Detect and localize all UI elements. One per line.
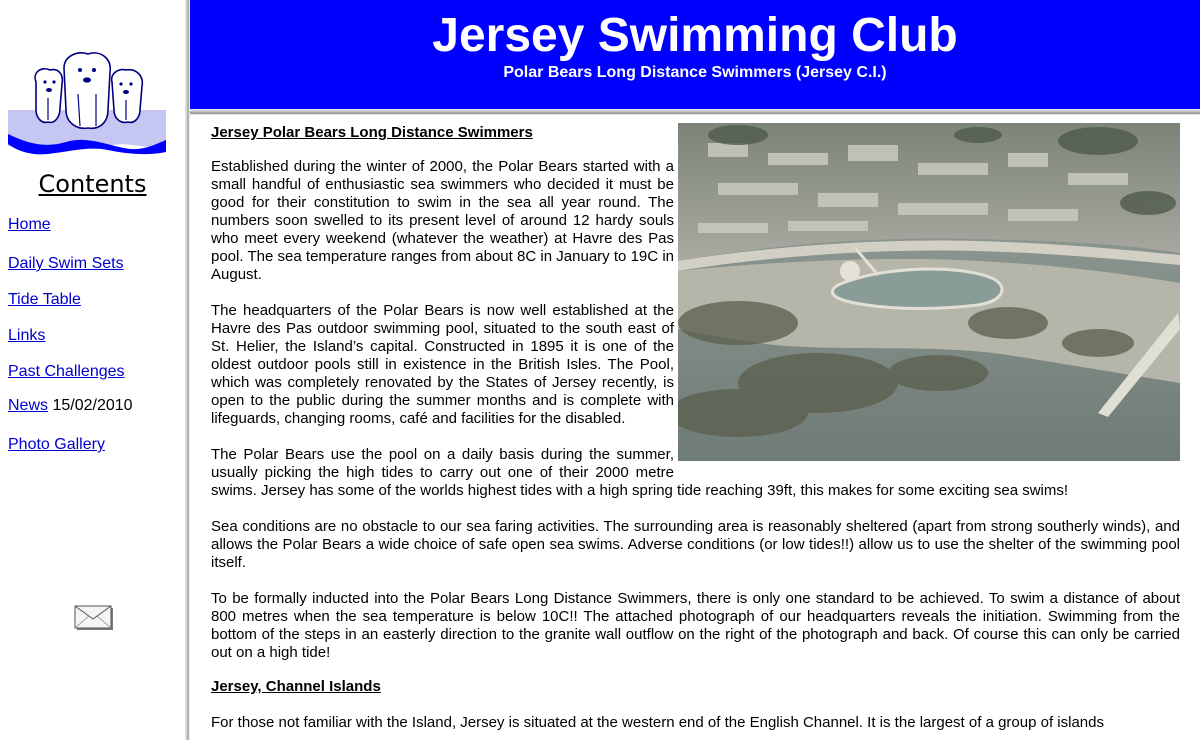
polar-bears-logo xyxy=(8,48,166,156)
sidebar-item-news xyxy=(8,397,133,415)
past-challenges-link[interactable]: Past Challenges xyxy=(8,363,125,380)
sidebar-item-daily-swim-sets xyxy=(8,255,124,273)
links-link[interactable]: Links xyxy=(8,327,46,344)
news-date: 15/02/2010 xyxy=(52,397,133,414)
contents-heading: Contents xyxy=(38,170,147,198)
sidebar-item-home xyxy=(8,216,51,234)
sidebar xyxy=(0,0,185,740)
sidebar-item-links xyxy=(8,327,45,345)
main-content xyxy=(211,115,1180,740)
section-heading-jersey: Jersey, Channel Islands xyxy=(211,678,381,695)
section-heading-polar-bears: Jersey Polar Bears Long Distance Swimmers xyxy=(211,124,533,141)
news-link[interactable]: News xyxy=(8,397,49,414)
site-subtitle: Polar Bears Long Distance Swimmers (Jersey C.I.) xyxy=(503,64,887,81)
paragraph-6: For those not familiar with the Island, Jersey is situated at the western end of the English Channel. It is the largest of a group of islands xyxy=(211,714,1104,731)
sidebar-item-photo-gallery xyxy=(8,436,105,454)
paragraph-3: The Polar Bears use the pool on a daily basis during the summer, usually picking the high tides to carry out one of their 2000 metre swims. Jersey has some of the worlds highest tides with a high spring tide reaching 39ft, this makes for some exciting sea swims! xyxy=(211,446,1069,499)
header-banner xyxy=(190,0,1200,109)
home-link[interactable]: Home xyxy=(8,216,51,233)
envelope-icon[interactable] xyxy=(74,605,114,631)
aerial-photo-havre-des-pas-pool xyxy=(678,123,1180,461)
paragraph-5: To be formally inducted into the Polar Bears Long Distance Swimmers, there is only one standard to be achieved. To swim a distance of about 800 metres when the sea temperature is below 10C!! The attached photograph of our headquarters reveals the initiation. Swimming from the bottom of the steps in an easterly direction to the granite wall outflow on the right of the photograph and back. Of course this can only be carried out on a high tide! xyxy=(211,590,1180,661)
tide-table-link[interactable]: Tide Table xyxy=(8,291,81,308)
daily-swim-sets-link[interactable]: Daily Swim Sets xyxy=(8,255,124,272)
sidebar-item-tide-table xyxy=(8,291,81,309)
sidebar-item-past-challenges xyxy=(8,363,125,381)
paragraph-2: The headquarters of the Polar Bears is now well established at the Havre des Pas outdoor swimming pool, situated to the south east of St. Helier, the Island’s capital. Constructed in 1895 it is one of the oldest outdoor pools still in existence in the British Isles. The Pool, which was completely renovated by the States of Jersey recently, is open to the public during the summer months and is complete with lifeguards, changing rooms, café and facilities for the disabled. xyxy=(211,302,674,427)
paragraph-4: Sea conditions are no obstacle to our sea faring activities. The surrounding area is reasonably sheltered (apart from strong southerly winds), and allows the Polar Bears a wide choice of safe open sea swims. Adverse conditions (or low tides!!) allow us to use the shelter of the swimming pool itself. xyxy=(211,518,1180,571)
photo-gallery-link[interactable]: Photo Gallery xyxy=(8,436,105,453)
site-title: Jersey Swimming Club xyxy=(432,9,958,62)
paragraph-1: Established during the winter of 2000, the Polar Bears started with a small handful of enthusiastic sea swimmers who decided it must be good for their constitution to swim in the sea all year round. The numbers soon swelled to its present level of around 12 hardy souls who meet every weekend (whatever the weather) at Havre des Pas pool. The sea temperature ranges from about 8C in January to 19C in August. xyxy=(211,158,674,283)
